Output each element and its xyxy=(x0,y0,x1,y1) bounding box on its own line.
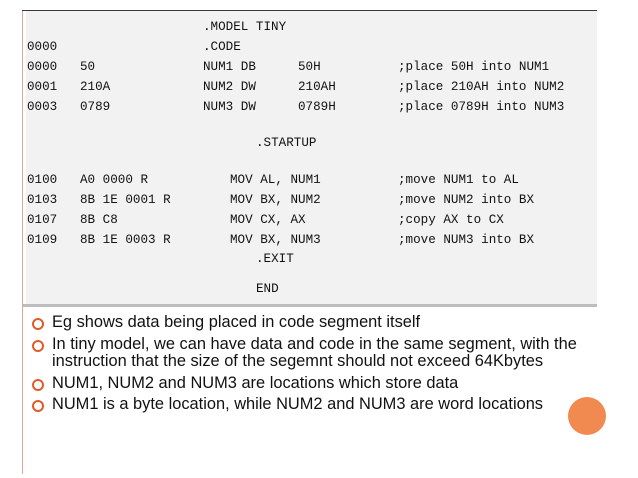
code-operand: 50H xyxy=(298,60,321,74)
circle-bullet-icon xyxy=(32,379,44,391)
bullet-item xyxy=(32,314,577,332)
bullet-text: Eg shows data being placed in code segment itself xyxy=(52,313,421,331)
bullet-item xyxy=(32,396,577,414)
code-comment: ;move NUM2 into BX xyxy=(398,193,535,207)
code-comment: ;place 50H into NUM1 xyxy=(398,60,550,74)
code-address: 0001 xyxy=(27,80,58,94)
code-instruction: MOV AL, NUM1 xyxy=(230,173,321,187)
code-address: 0109 xyxy=(27,233,58,247)
code-bytes: 0789 xyxy=(80,100,111,114)
code-address: 0107 xyxy=(27,213,58,227)
code-listing-panel xyxy=(26,11,597,304)
code-instruction: MOV CX, AX xyxy=(230,213,306,227)
code-bytes: 8B 1E 0001 R xyxy=(80,193,171,207)
code-address: 0103 xyxy=(27,193,58,207)
code-comment: ;move NUM3 into BX xyxy=(398,233,535,247)
code-instruction: MOV BX, NUM3 xyxy=(230,233,321,247)
bullet-item xyxy=(32,375,577,393)
bullet-text: NUM1, NUM2 and NUM3 are locations which store data xyxy=(52,373,459,392)
code-directive-model: .MODEL TINY xyxy=(203,20,287,34)
code-instruction: NUM2 DW xyxy=(203,80,256,94)
code-comment: ;copy AX to CX xyxy=(398,213,504,227)
code-instruction: NUM3 DW xyxy=(203,100,256,114)
code-operand: 210AH xyxy=(298,80,336,94)
circle-bullet-icon xyxy=(32,340,44,352)
code-bytes: 8B C8 xyxy=(80,213,118,227)
code-address: 0003 xyxy=(27,100,58,114)
code-instruction: MOV BX, NUM2 xyxy=(230,193,321,207)
panel-divider xyxy=(22,304,597,307)
code-bytes: A0 0000 R xyxy=(80,173,149,187)
code-comment: ;place 0789H into NUM3 xyxy=(398,100,565,114)
left-margin-line xyxy=(22,11,23,474)
code-bytes: 50 xyxy=(80,60,96,74)
code-comment: ;move NUM1 to AL xyxy=(398,173,519,187)
code-bytes: 8B 1E 0003 R xyxy=(80,233,171,247)
circle-bullet-icon xyxy=(32,400,44,412)
code-instruction: NUM1 DB xyxy=(203,60,256,74)
code-directive-exit: .EXIT xyxy=(256,252,294,266)
code-address: 0000 xyxy=(27,60,58,74)
code-operand: 0789H xyxy=(298,100,336,114)
code-directive-end: END xyxy=(256,282,279,296)
bullet-list xyxy=(32,314,577,418)
bullet-text: In tiny model, we can have data and code in the same segment, with the instruction that the size of the segemnt should not exceed 64Kbytes xyxy=(52,334,577,370)
code-address: 0000 xyxy=(27,40,58,54)
bullet-text: NUM1 is a byte location, while NUM2 and NUM3 are word locations xyxy=(52,395,544,413)
code-comment: ;place 210AH into NUM2 xyxy=(398,80,565,94)
code-directive-code: .CODE xyxy=(203,40,241,54)
code-bytes: 210A xyxy=(80,80,111,94)
decorative-circle xyxy=(568,397,606,435)
bullet-item xyxy=(32,336,577,371)
code-directive-startup: .STARTUP xyxy=(256,136,317,150)
code-address: 0100 xyxy=(27,173,58,187)
circle-bullet-icon xyxy=(32,318,44,330)
